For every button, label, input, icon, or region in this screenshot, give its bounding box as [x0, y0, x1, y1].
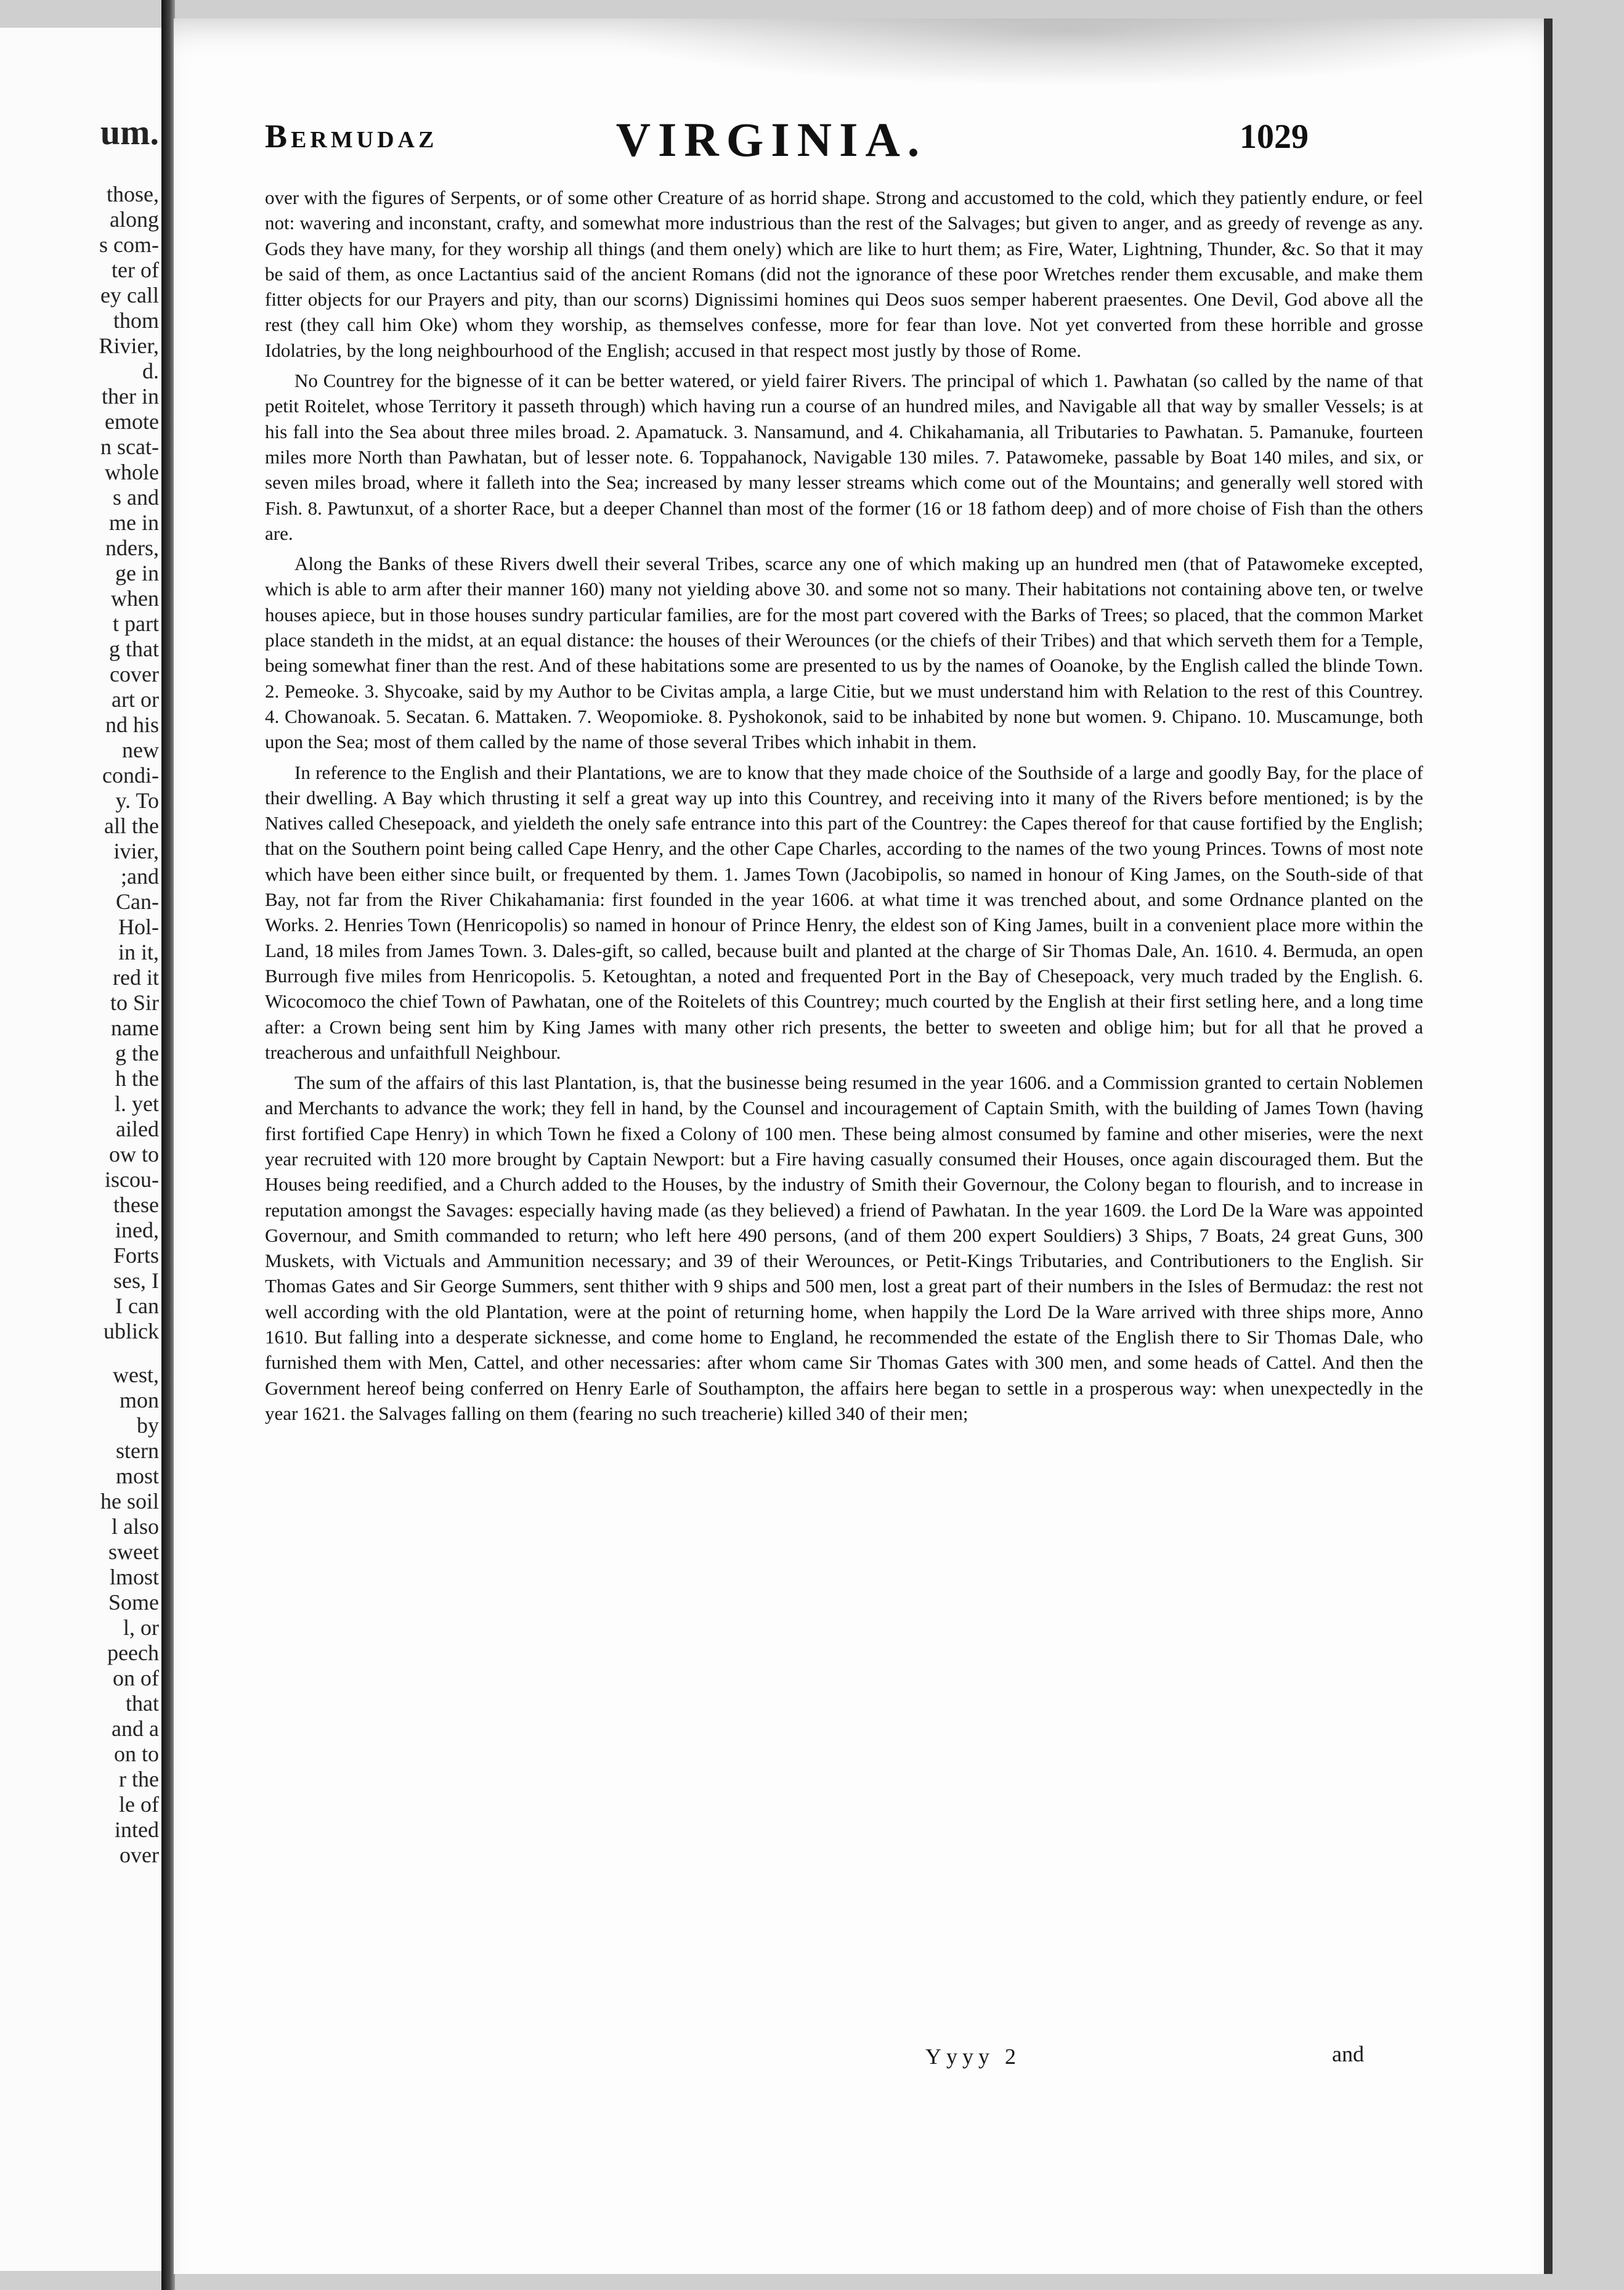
facing-page-line: condi-: [102, 763, 159, 788]
facing-page-line: sweet: [108, 1539, 159, 1564]
facing-page-line: ivier,: [113, 839, 159, 863]
facing-page-line: ;and: [121, 864, 159, 889]
facing-page-line: whole: [105, 460, 159, 484]
facing-page-line: I can: [115, 1294, 159, 1318]
facing-page-line: Hol-: [118, 915, 159, 939]
facing-page-line: y. To: [115, 788, 159, 813]
facing-page-line: to Sir: [110, 990, 159, 1015]
facing-page-line: g the: [115, 1041, 159, 1066]
facing-page-line: nders,: [105, 536, 159, 560]
paragraph: over with the figures of Serpents, or of some other Creature of as horrid shape. Strong and accustomed to the cold, which they patiently endure, or feel not: wavering and inconstant, crafty, and somewhat more industrious than the rest of the Salvages; but given to anger, and as greedy of revenge as any. Gods they have many, for they worship all things (and them onely) which are like to hurt them; as Fire, Water, Lightning, Thunder, &c. So that it may be said of them, as once Lactantius said of the ancient Romans (did not the ignorance of these poor Wretches render them excusable, and make them fitter objects for our Prayers and pity, than our scorns) Dignissimi homines qui Deos suos semper haberent praesentes. One Devil, God above all the rest (they call him Oke) whom they worship, as themselves confesse, more for fear than love. Not yet converted from these horrible and grosse Idolatries, by the long neighbourhood of the English; accused in that respect most justly by those of Rome.: [265, 187, 1423, 361]
facing-page-line: cover: [110, 662, 159, 687]
facing-page-line: ey call: [100, 283, 159, 308]
facing-page-line: peech: [107, 1640, 159, 1665]
book-gutter: [161, 0, 175, 2290]
facing-page-line: ther in: [102, 384, 159, 409]
facing-page-line: red it: [113, 965, 159, 990]
facing-page-line: d.: [142, 359, 159, 383]
facing-page-line: ow to: [109, 1142, 159, 1167]
paragraph: The sum of the affairs of this last Plantation, is, that the businesse being resumed in the year 1606. and a Commission granted to certain Noblemen and Merchants to advance the work; they fell in hand, by the Counsel and incouragement of Captain Smith, with the building of James Town (having first fortified Cape Henry) in which Town he fixed a Colony of 100 men. These being almost consumed by famine and other miseries, were the next year recruited with 120 more brought by Captain Newport: but a Fire having casually consumed their Houses, once again discouraged them. But the Houses being reedified, and a Church added to the Houses, by the industry of Smith their Governour, the Colony began to flourish, and to increase in reputation amongst the Savages: especially having made (as they believed) a friend of Pawhatan. In the year 1609. the Lord De la Ware was appointed Governour, and Smith commanded to return; who left here 490 persons, (and of them 200 expert Souldiers) 3 Ships, 7 Boats, 24 great Guns, 300 Muskets, with Victuals and Ammunition necessary; and 39 of their Werounces, or Petit-Kings Tributaries, and Contributioners to the English. Sir Thomas Gates and Sir George Summers, sent thither with 9 ships and 500 men, lost a great part of their numbers in the Isles of Bermudaz: the rest not well according with the old Plantation, were at the point of returning home, when happily the Lord De la Ware arrived with three ships more, Anno 1610. But falling into a desperate sicknesse, and come home to England, he recommended the estate of the English there to Sir Thomas Dale, who furnished them with Men, Cattel, and other necessaries: after whom came Sir Thomas Gates with 300 men, and some heads of Cattel. And then the Government hereof being conferred on Henry Earle of Southampton, the affairs here began to settle in a prosperous way: when unexpectedly in the year 1621. the Salvages falling on them (fearing no such treacherie) killed 340 of their men;: [265, 1072, 1423, 1424]
facing-page-line: s and: [113, 485, 159, 510]
facing-page-line: these: [113, 1192, 159, 1217]
facing-page-line: r the: [119, 1767, 159, 1791]
facing-page-line: h the: [115, 1066, 159, 1091]
facing-page-line: Some: [108, 1590, 159, 1615]
facing-page-line: all the: [104, 813, 159, 838]
paragraph: Along the Banks of these Rivers dwell their several Tribes, scarce any one of which making up an hundred men (that of Patawomeke excepted, which is able to arm after their manner 160) many not yielding above 30. and some not so many. Their habitations not containing above ten, or twelve houses apiece, but in those houses sundry particular families, are for the most part covered with the Barks of Trees; so placed, that the common Market place standeth in the midst, at an equal distance: the houses of their Werounces (or the chiefs of their Tribes) and that which serveth them for a Temple, being somewhat finer than the rest. And of these habitations some are presented to us by the names of Ooanoke, by the English called the blinde Town. 2. Pemeoke. 3. Shycoake, said by my Author to be Civitas ampla, a large Citie, but we must understand him with Relation to the rest of this Countrey. 4. Chowanoak. 5. Secatan. 6. Mattaken. 7. Weopomioke. 8. Pyshokonok, said to be inhabited by none but women. 9. Chipano. 10. Muscamunge, both upon the Sea; most of them called by the name of those several Tribes which inhabit in them.: [265, 553, 1423, 753]
facing-page-line: n scat-: [100, 434, 159, 459]
facing-page-line: Forts: [113, 1243, 159, 1268]
facing-page-line: Can-: [116, 889, 159, 914]
facing-page-line: west,: [113, 1363, 159, 1387]
facing-page-line: when: [111, 586, 159, 611]
facing-page-line: ined,: [115, 1218, 159, 1242]
running-head-title: VIRGINIA.: [615, 113, 927, 166]
facing-page-line: ublick: [104, 1319, 159, 1343]
facing-page-line: mon: [119, 1388, 159, 1412]
facing-page-line: s com-: [99, 232, 159, 257]
facing-page-line: thom: [113, 308, 159, 333]
facing-page-line: new: [122, 738, 159, 762]
paragraph: In reference to the English and their Plantations, we are to know that they made choice of the Southside of a large and goodly Bay, for the place of their dwelling. A Bay which thrusting it self a great way up into this Countrey, and receiving into it many of the Rivers before mentioned; is by the Natives called Chesepoack, and yieldeth the onely safe entrance into this part of the Countrey: the Capes thereof for that cause fortified by the English; that on the Southern point being called Cape Henry, and the other Cape Charles, according to the names of the two young Princes. Towns of most note which have been either since built, or frequented by them. 1. James Town (Jacobipolis, so named in honour of King James, on the South-side of that Bay, not far from the River Chikahamania: first founded in the year 1606. at what time it was trenched about, and some Ordnance planted on the Works. 2. Henries Town (Henricopolis) so named in honour of Prince Henry, the eldest son of King James, built in a convenient place more within the Land, 18 miles from James Town. 3. Dales-gift, so called, because built and planted at the charge of Sir Thomas Dale, An. 1610. 4. Bermuda, an open Burrough five miles from Henricopolis. 5. Ketoughtan, a noted and frequented Port in the Bay of Chesepoack, very much traded by the English. 6. Wicocomoco the chief Town of Pawhatan, one of the Roitelets of this Countrey; much courted by the English at their first setling here, and a long time after: a Crown being sent him by King James with many other rich presents, the better to sweeten and oblige him; but for all that he proved a treacherous and unfaithfull Neighbour.: [265, 761, 1423, 1063]
facing-page-line: l. yet: [115, 1091, 159, 1116]
page-number: 1029: [1240, 118, 1309, 156]
facing-page-line: by: [137, 1413, 159, 1438]
facing-page-line: g that: [109, 637, 159, 661]
paragraph: No Countrey for the bignesse of it can be better watered, or yield fairer Rivers. The principal of which 1. Pawhatan (so called by the name of that petit Roitelet, whose Territory it passeth through) which having run a course of an hundred miles, and Navigable all that way by smaller Vessels; is at his fall into the Sea about three miles broad. 2. Apamatuck. 3. Nansamund, and 4. Chikahamania, all Tributaries to Pawhatan. 5. Pamanuke, fourteen miles more North than Pawhatan, but of lesser note. 6. Toppahanock, Navigable 130 miles. 7. Patawomeke, passable by Boat 140 miles, and six, or seven miles broad, where it falleth into the Sea; increased by many lesser streams which come out of the Mountains; and generally well stored with Fish. 8. Pawtunxut, of a shorter Race, but a deeper Channel than most of the former (16 or 18 fathom deep) and of more choise of Fish than the others are.: [265, 370, 1423, 544]
catchword: and: [1332, 2042, 1364, 2066]
facing-page-fragment: [0, 28, 165, 2271]
facing-page-line: me in: [109, 510, 159, 535]
facing-page-line: in it,: [118, 940, 159, 964]
body-text: [265, 185, 1423, 1431]
facing-page-line: stern: [116, 1438, 159, 1463]
facing-page-line: lmost: [109, 1565, 159, 1589]
facing-page-line: inted: [115, 1817, 159, 1842]
facing-page-line: that: [126, 1691, 159, 1716]
signature-mark: Yyyy 2: [925, 2044, 1021, 2069]
facing-page-line: ge in: [115, 561, 159, 585]
facing-page-line: he soil: [100, 1489, 159, 1514]
facing-page-line: emote: [105, 409, 159, 434]
facing-page-line: over: [120, 1843, 159, 1867]
facing-page-line: ailed: [116, 1117, 159, 1141]
facing-page-line: art or: [112, 687, 159, 712]
facing-page-line: on to: [113, 1742, 159, 1766]
facing-page-line: and a: [112, 1716, 159, 1741]
paper-shadow: [605, 18, 1529, 86]
facing-page-line: t part: [113, 611, 159, 636]
facing-page-line: nd his: [105, 712, 159, 737]
facing-page-line: on of: [113, 1666, 159, 1690]
facing-page-line: le of: [119, 1792, 159, 1817]
facing-page-line: Rivier,: [99, 333, 159, 358]
running-head-left: Bermudaz: [265, 118, 438, 155]
facing-page-line: iscou-: [105, 1167, 159, 1192]
facing-page-line: l also: [112, 1514, 159, 1539]
facing-page-line: those,: [107, 182, 159, 206]
facing-page-heading: um.: [100, 112, 159, 152]
facing-page-line: along: [110, 207, 159, 232]
facing-page-line: ter of: [112, 258, 159, 282]
facing-page-line: l, or: [123, 1615, 159, 1640]
book-page: [174, 18, 1553, 2274]
facing-page-line: ses, I: [113, 1268, 159, 1293]
facing-page-line: most: [115, 1464, 159, 1488]
facing-page-line: name: [111, 1016, 159, 1040]
